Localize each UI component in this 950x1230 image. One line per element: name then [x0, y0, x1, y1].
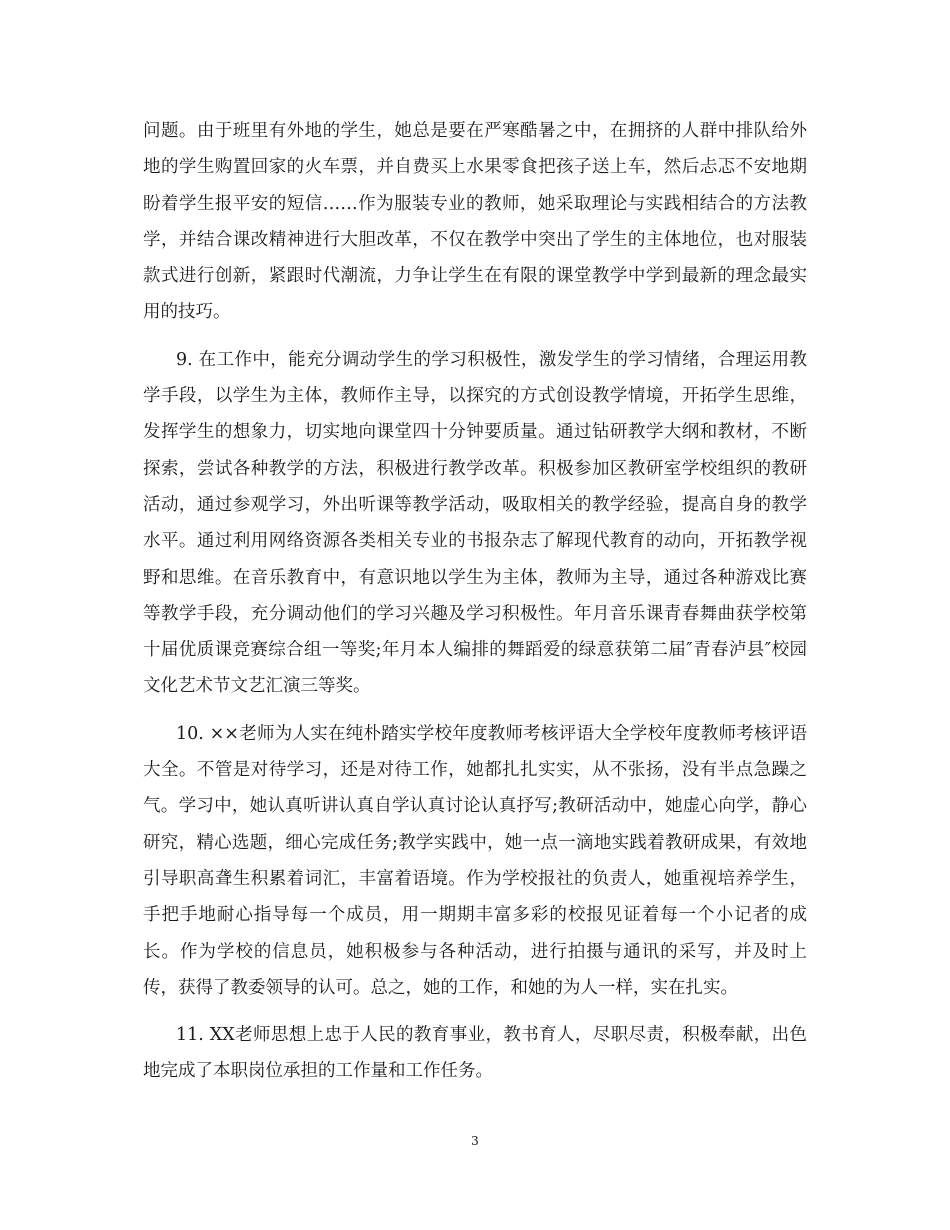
paragraph-item-11: 11. XX老师思想上忠于人民的教育事业，教书育人，尽职尽责，积极奉献，出色地完成了本职岗位承担的工作量和工作任务。 — [143, 1025, 807, 1082]
page-number: 3 — [471, 1134, 479, 1148]
paragraph-item-9: 9. 在工作中，能充分调动学生的学习积极性，激发学生的学习情绪，合理运用教学手段，以学生为主体，教师作主导，以探究的方式创设教学情境，开拓学生思维，发挥学生的想象力，切实地向课堂四十分钟要质量。通过钻研教学大纲和教材，不断探索，尝试各种教学的方法，积极进行教学改革。积极参加区教研室学校组织的教研活动，通过参观学习，外出听课等教学活动，吸取相关的教学经验，提高自身的教学水平。通过利用网络资源各类相关专业的书报杂志了解现代教育的动向，开拓教学视野和思维。在音乐教育中，有意识地以学生为主体，教师为主导，通过各种游戏比赛等教学手段，充分调动他们的学习兴趣及学习积极性。年月音乐课青春舞曲获学校第十届优质课竞赛综合组一等奖;年月本人编排的舞蹈爱的绿意获第二届″青春泸县″校园文化艺术节文艺汇演三等奖。 — [143, 349, 807, 697]
paragraph-continuation: 问题。由于班里有外地的学生，她总是要在严寒酷暑之中，在拥挤的人群中排队给外地的学生购置回家的火车票，并自费买上水果零食把孩子送上车，然后忐忑不安地期盼着学生报平安的短信……作为服装专业的教师，她采取理论与实践相结合的方法教学，并结合课改精神进行大胆改革，不仅在教学中突出了学生的主体地位，也对服装款式进行创新，紧跟时代潮流，力争让学生在有限的课堂教学中学到最新的理念最实用的技巧。 — [143, 121, 807, 323]
document-body — [143, 113, 807, 1090]
paragraph-item-10: 10. ××老师为人实在纯朴踏实学校年度教师考核评语大全学校年度教师考核评语大全。不管是对待学习，还是对待工作，她都扎扎实实，从不张扬，没有半点急躁之气。学习中，她认真听讲认真自学认真讨论认真抒写;教研活动中，她虚心向学，静心研究，精心选题，细心完成任务;教学实践中，她一点一滴地实践着教研成果，有效地引导职高聋生积累着词汇，丰富着语境。作为学校报社的负责人，她重视培养学生，手把手地耐心指导每一个成员，用一期期丰富多彩的校报见证着每一个小记者的成长。作为学校的信息员，她积极参与各种活动，进行拍摄与通讯的采写，并及时上传，获得了教委领导的认可。总之，她的工作，和她的为人一样，实在扎实。 — [143, 723, 807, 998]
